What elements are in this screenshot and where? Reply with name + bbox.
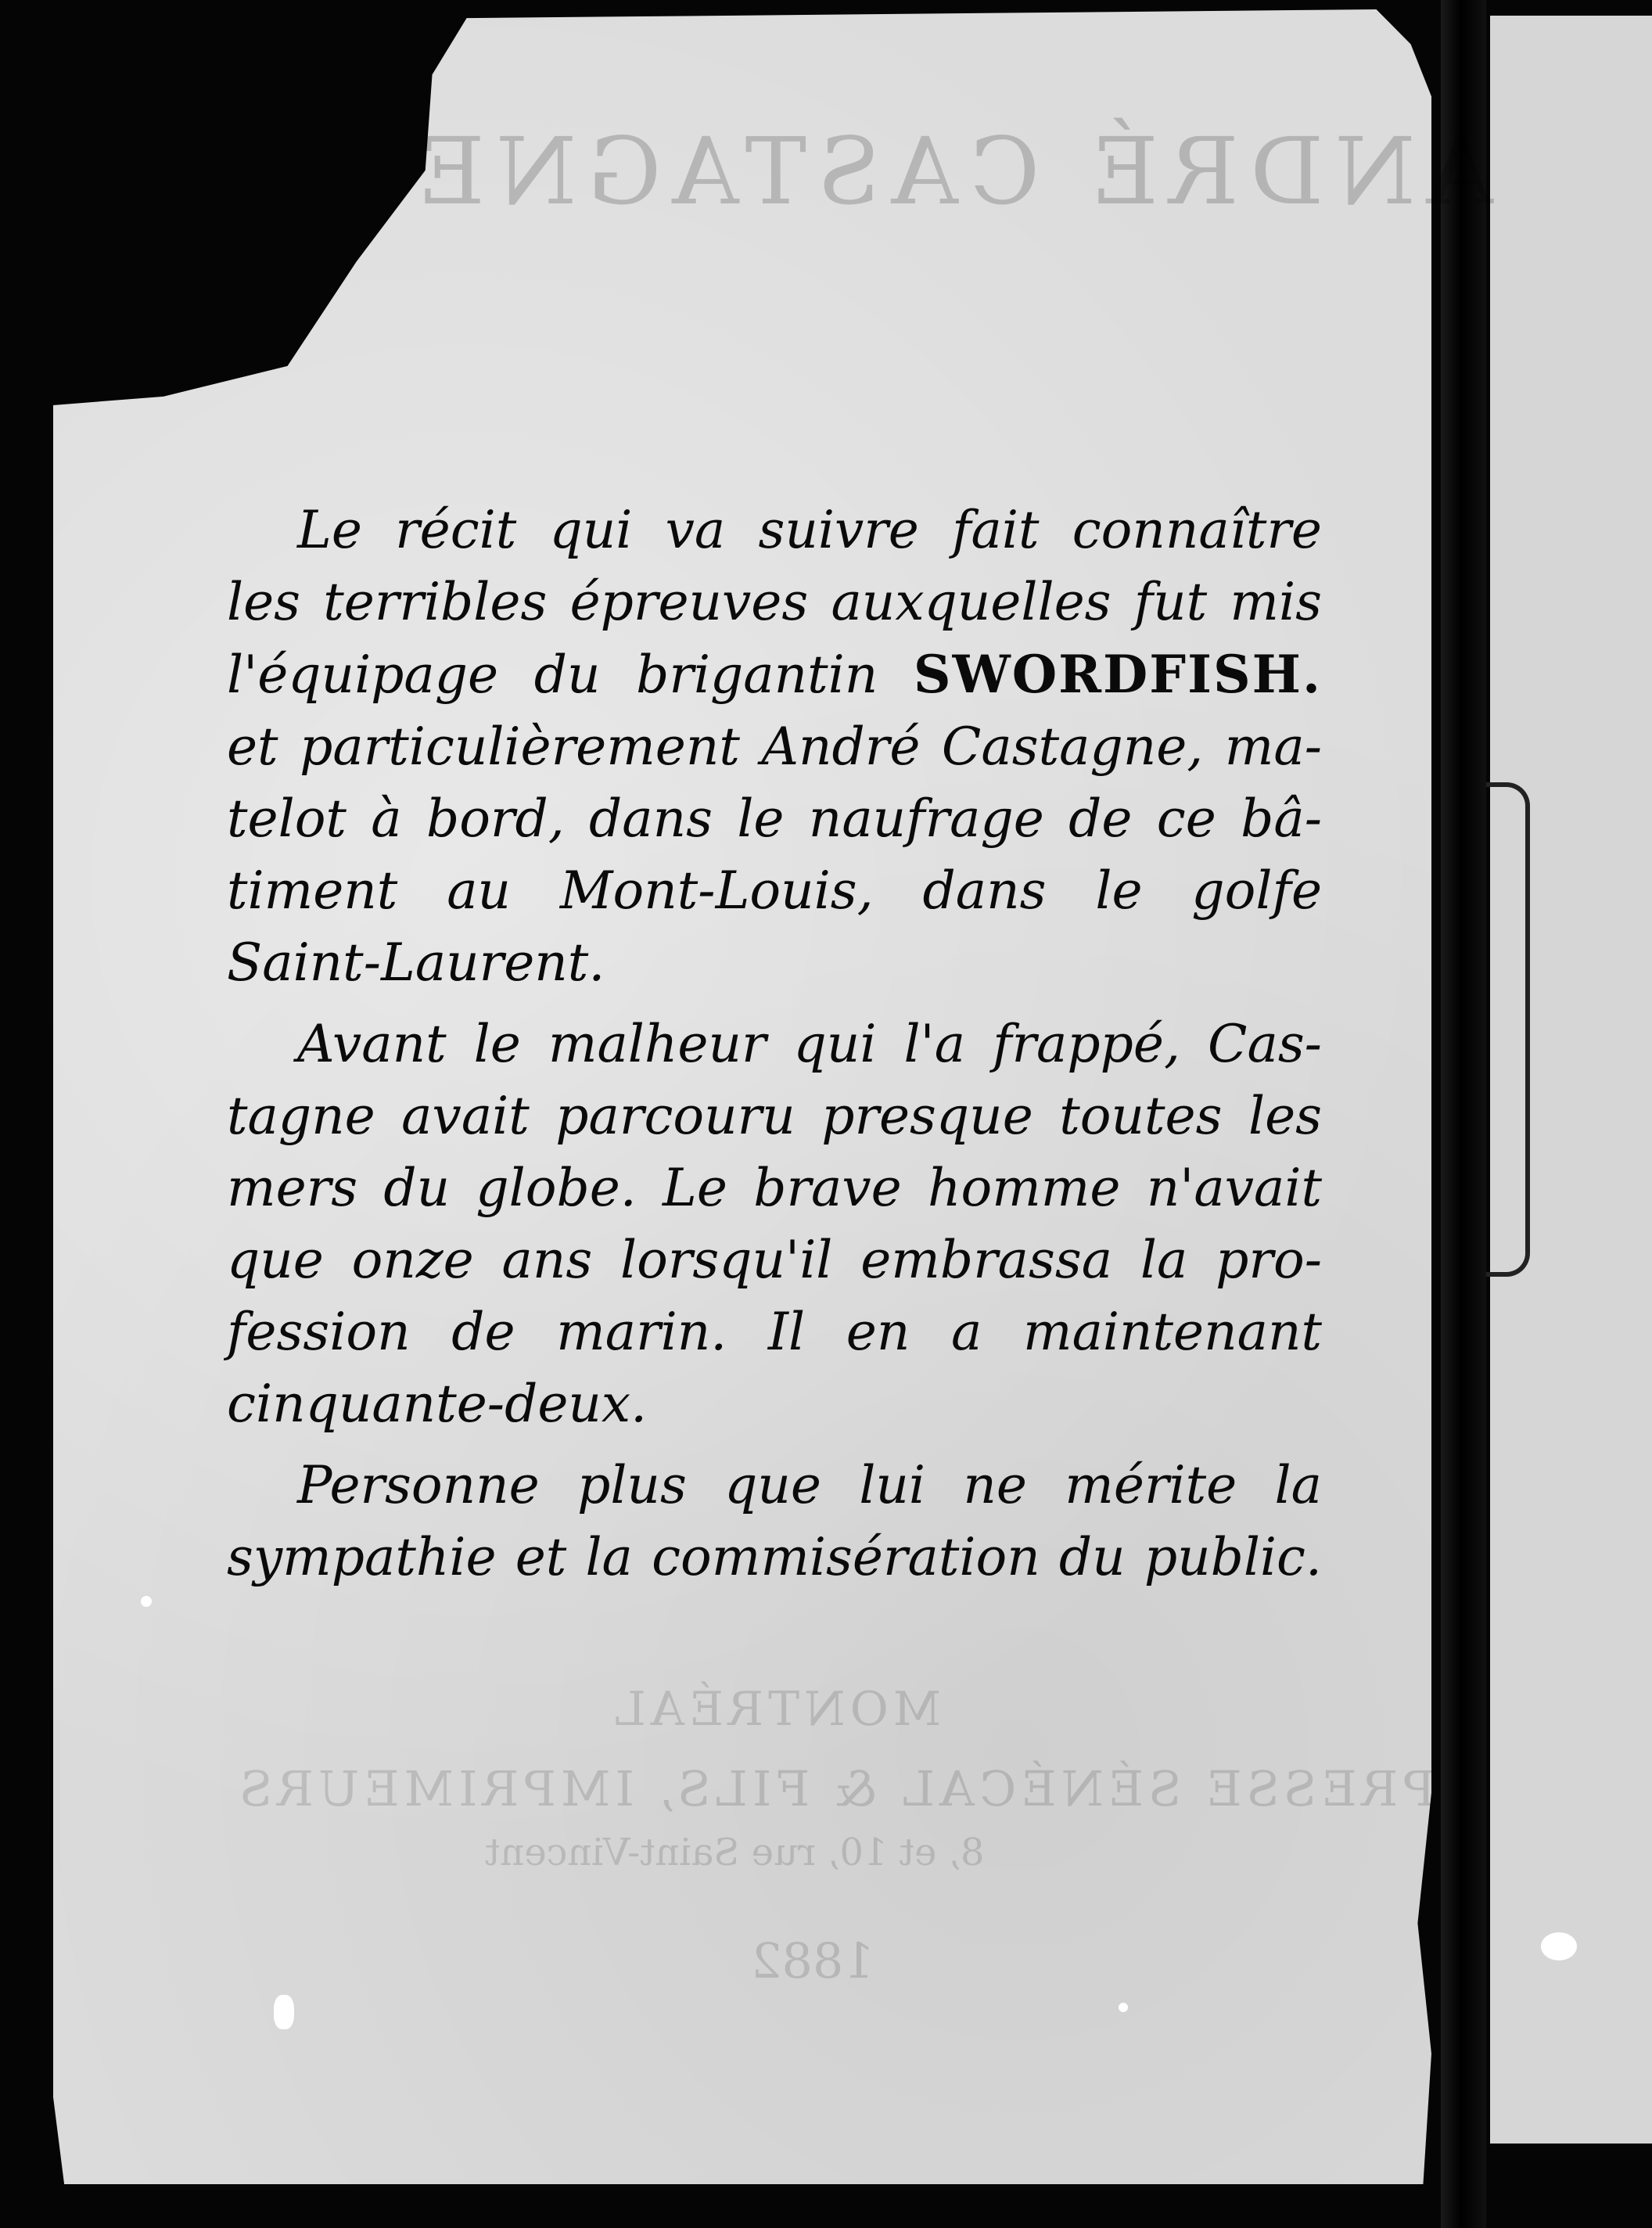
text-line-with-ship [227,638,1322,711]
text-line: fession de marin. Il en a maintenant [227,1302,1322,1362]
text-line: Personne plus que lui ne mérite la [297,1455,1322,1515]
dust-speck [1119,2003,1128,2012]
text-line: Avant le malheur qui l'a frappé, Cas- [297,1014,1322,1074]
book-gutter [1441,0,1486,2228]
paragraph-3 [227,1450,1322,1594]
text-line: mers du globe. Le brave homme n'avait [227,1158,1322,1218]
binding-thread [1486,782,1530,1277]
ship-name: SWORDFISH. [913,644,1322,705]
text-line: Saint-Laurent. [227,933,605,993]
text-line: tagne avait parcouru presque toutes les [227,1086,1322,1146]
paragraph-1 [227,494,1322,999]
text-line: sympathie et la commisération du public. [227,1527,1322,1587]
text-line: timent au Mont-Louis, dans le golfe [227,861,1322,921]
dust-speck [274,1995,294,2029]
dust-speck [1541,1932,1577,1960]
paragraph-2 [227,1008,1322,1440]
text-line: Le récit qui va suivre fait connaître [297,500,1322,560]
text-line: cinquante-deux. [227,1374,648,1434]
text-line: les terribles épreuves auxquelles fut mis [227,572,1322,632]
text-line: et particulièrement André Castagne, ma- [227,717,1322,777]
text-line: telot à bord, dans le naufrage de ce bâ- [227,789,1322,849]
text-line: que onze ans lorsqu'il embrassa la pro- [227,1230,1322,1290]
dust-speck [141,1596,152,1607]
text-line: l'équipage du brigantin [227,645,878,705]
body-text [227,494,1322,1603]
